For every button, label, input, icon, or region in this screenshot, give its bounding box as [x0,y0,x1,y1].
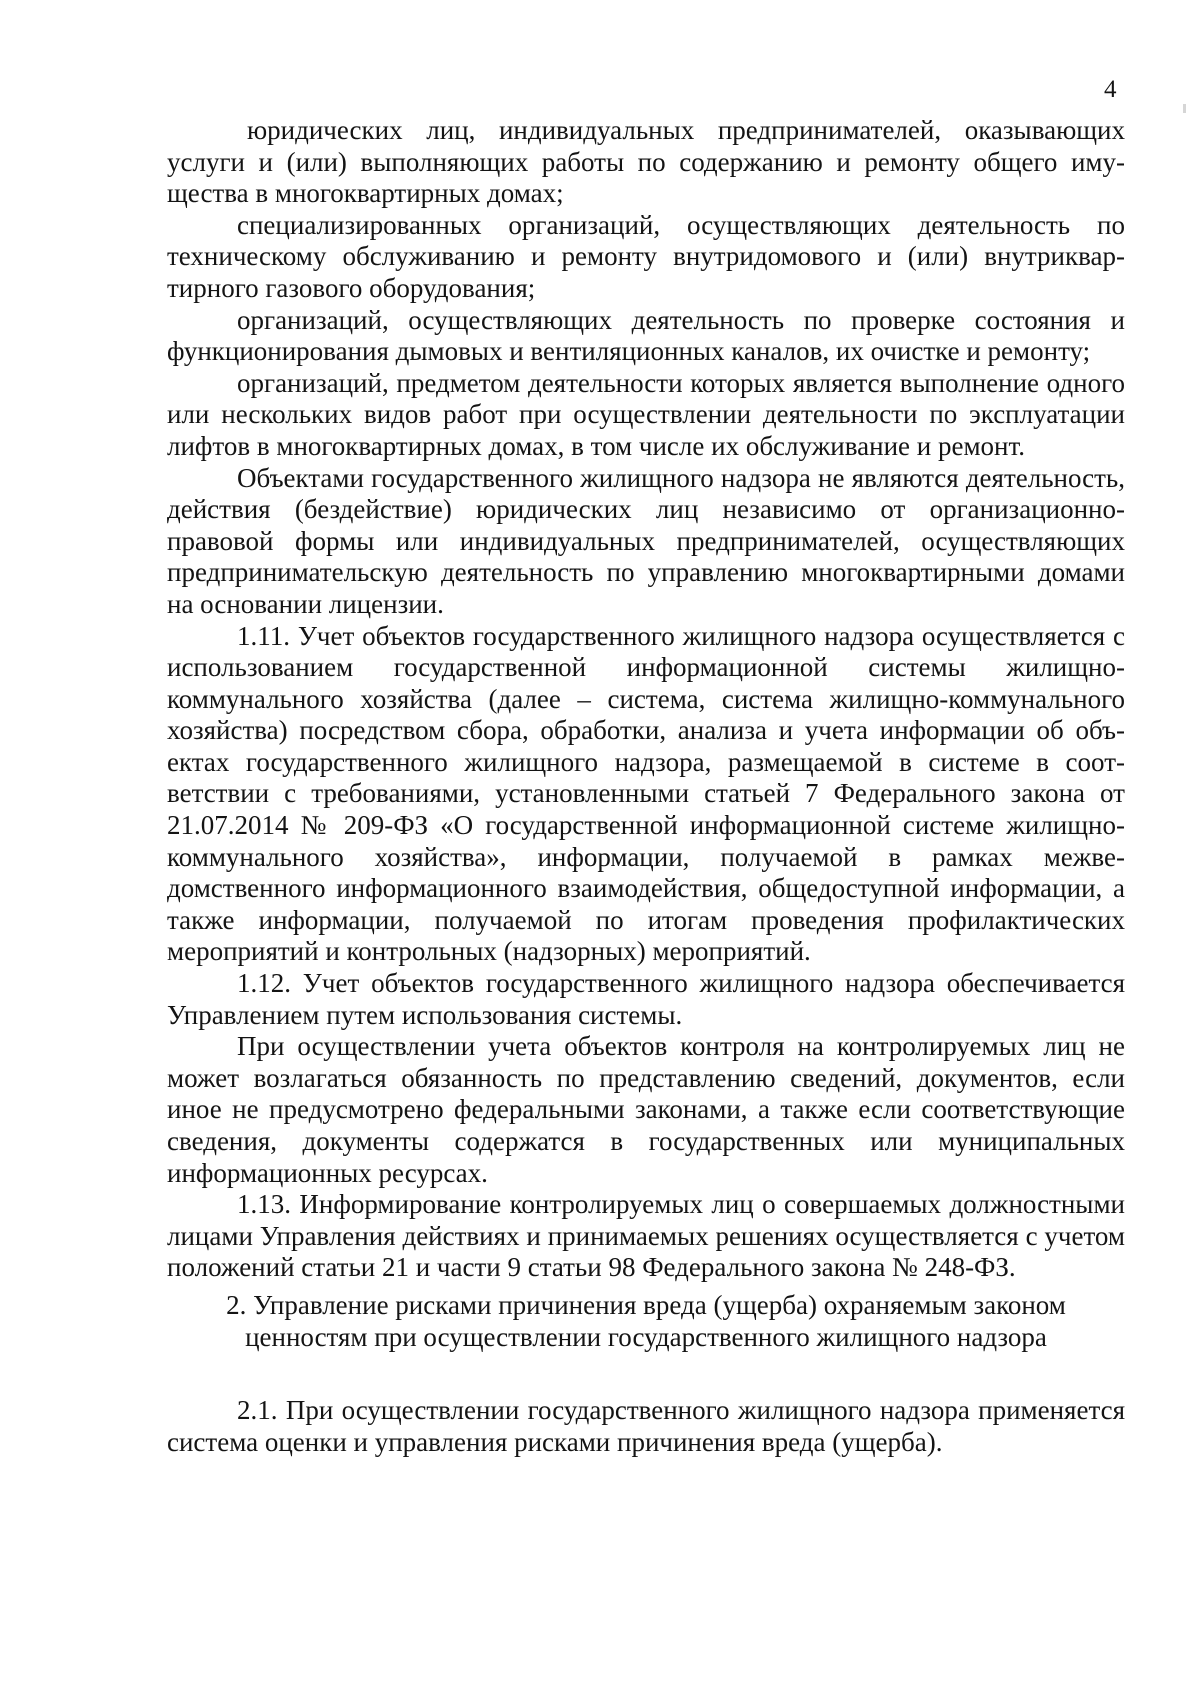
section-spacer [167,1353,1125,1395]
paragraph-specialized-organizations: специализированных организаций, осуществляющих деятельность по техническому обслуживанию и ремонту внутридомового и (или) внутриквартирного газового оборудования; [167,209,1125,303]
scan-artifact [1183,104,1186,113]
paragraph-chimney-ventilation: организаций, осуществляющих деятельность по проверке состояния и функционирования дымовых и вентиляционных каналов, их очистке и ремонту; [167,304,1125,367]
paragraph-legal-entities-services: юридических лиц, индивидуальных предпринимателей, оказывающих услуги и (или) выполняющих работы по содержанию и ремонту общего имущества в многоквартирных домах; [167,115,1125,209]
page-number: 4 [1104,76,1117,103]
paragraph-2-1: 2.1. При осуществлении государственного жилищного надзора применяется система оценки и управления рисками причинения вреда (ущерба). [167,1395,1125,1457]
paragraph-accounting-obligations: При осуществлении учета объектов контроля на контролируемых лиц не может возлагаться обязанность по представлению сведений, документов, если иное не предусмотрено федеральными законами, а также если соответствующие сведения, документы содержатся в государственных или муниципальных информационных ресурсах. [167,1031,1125,1188]
paragraph-1-11: 1.11. Учет объектов государственного жилищного надзора осуществляется с использованием государственной информационной системы жилищно-коммунального хозяйства (далее – система, система жилищно-коммунального хозяйства) посредством сбора, обработки, анализа и учета информации об объектах государственного жилищного надзора, размещаемой в системе в соответствии с требованиями, установленными статьей 7 Федерального закона от 21.07.2014 № 209-ФЗ «О государственной информационной системе жилищно-коммунального хозяйства», информации, получаемой в рамках межведомственного информационного взаимодействия, общедоступной информации, а также информации, получаемой по итогам проведения профилактических мероприятий и контрольных (надзорных) мероприятий. [167,620,1125,967]
paragraph-1-13: 1.13. Информирование контролируемых лиц о совершаемых должностными лицами Управления действиях и принимаемых решениях осуществляется с учетом положений статьи 21 и части 9 статьи 98 Федерального закона № 248-ФЗ. [167,1189,1125,1283]
paragraph-elevator-operation: организаций, предметом деятельности которых является выполнение одного или нескольких видов работ при осуществлении деятельности по эксплуатации лифтов в многоквартирных домах, в том числе их обслуживание и ремонт. [167,367,1125,461]
section-heading-2: 2. Управление рисками причинения вреда (ущерба) охраняемым законом ценностям при осуществлении государственного жилищного надзора [226,1289,1066,1352]
paragraph-1-12: 1.12. Учет объектов государственного жилищного надзора обеспечивается Управлением путем использования системы. [167,968,1125,1030]
paragraph-non-objects-of-supervision: Объектами государственного жилищного надзора не являются деятельность, действия (бездействие) юридических лиц независимо от организационно-правовой формы или индивидуальных предпринимателей, осуществляющих предпринимательскую деятельность по управлению многоквартирными домами на основании лицензии. [167,462,1125,619]
document-body [167,115,1125,1458]
